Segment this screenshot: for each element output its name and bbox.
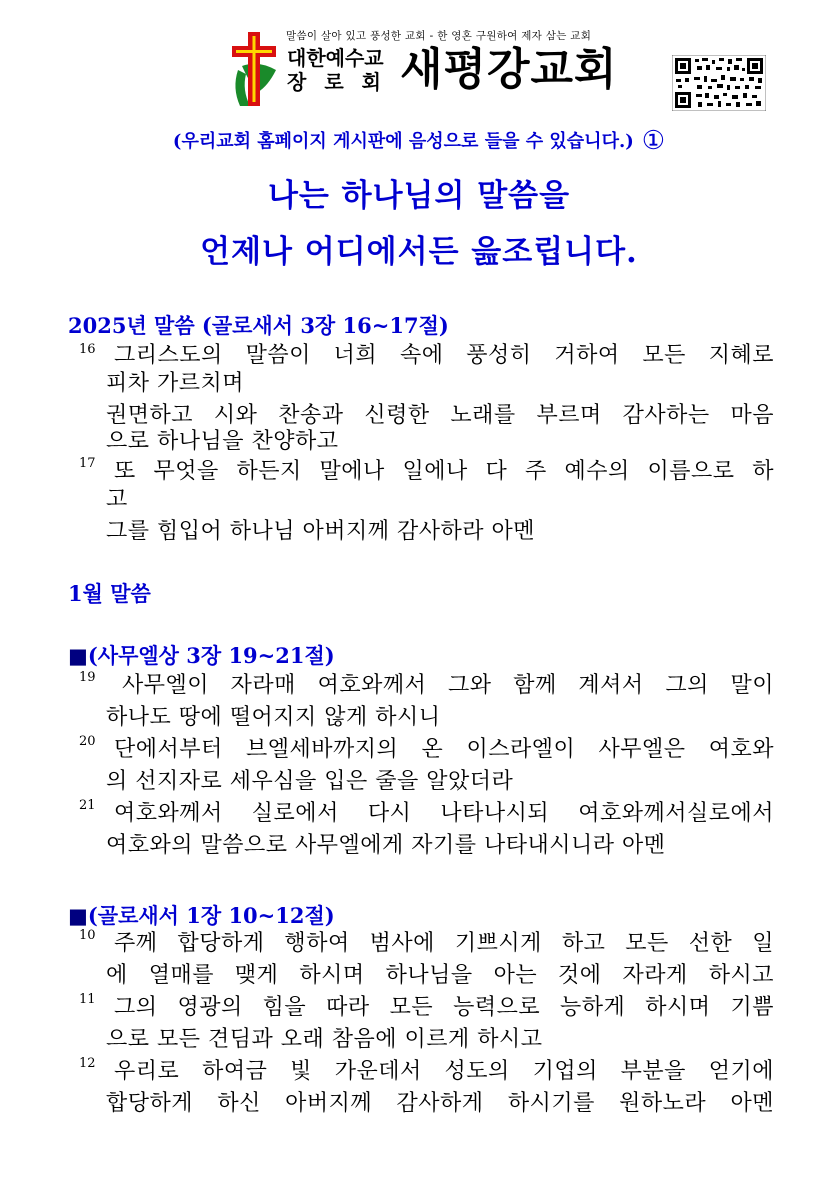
section2-reference: (골로새서 1장 10~12절) — [87, 903, 335, 928]
year-word-title: 2025년 말씀 (골로새서 3장 16~17절) — [68, 313, 449, 338]
verse-number: 10 — [79, 928, 96, 943]
qr-code-icon — [672, 55, 766, 111]
verse-line: 여호와께서 실로에서 다시 나타나시되 여호와께서실로에서 — [114, 801, 774, 826]
section1-title — [68, 640, 335, 670]
verse-line: 의 선지자로 세우심을 입은 줄을 알았더라 — [106, 769, 514, 794]
verse-line: 그의 영광의 힘을 따라 모든 능력으로 능하게 하시며 기쁨 — [114, 995, 774, 1020]
verse-line: 권면하고 시와 찬송과 신령한 노래를 부르며 감사하는 마음 — [106, 403, 774, 428]
headline-line2: 언제나 어디에서든 읊조립니다. — [200, 234, 638, 270]
audio-notice-text: (우리교회 홈페이지 게시판에 음성으로 들을 수 있습니다.) — [172, 131, 634, 152]
verse-number: 12 — [79, 1056, 96, 1071]
verse-line: 하나도 땅에 떨어지지 않게 하시니 — [106, 705, 441, 730]
verse-line: 단에서부터 브엘세바까지의 온 이스라엘이 사무엘은 여호와 — [114, 737, 774, 762]
verse-number: 17 — [79, 456, 96, 471]
page-header — [0, 0, 838, 125]
section1-reference: (사무엘상 3장 19~21절) — [87, 643, 335, 668]
verse-line: 여호와의 말씀으로 사무엘에게 자기를 나타내시니라 아멘 — [106, 833, 666, 858]
verse-number: 11 — [79, 992, 96, 1007]
verse-number: 20 — [79, 734, 96, 749]
headline-line1: 나는 하나님의 말씀을 — [267, 178, 571, 214]
denomination-line2: 장로회 — [287, 70, 399, 94]
verse-line: 고 — [106, 487, 128, 512]
verse-line: 그를 힘입어 하나님 아버지께 감사하라 아멘 — [106, 519, 536, 544]
verse-number: 21 — [79, 798, 96, 813]
verse-line: 사무엘이 자라매 여호와께서 그와 함께 계셔서 그의 말이 — [122, 673, 774, 698]
verse-line: 그리스도의 말씀이 너희 속에 풍성히 거하여 모든 지혜로 — [114, 343, 774, 368]
section-marker: ■ — [68, 643, 88, 668]
section2-title — [68, 900, 335, 930]
verse-line: 우리로 하여금 빛 가운데서 성도의 기업의 부분을 얻기에 — [114, 1059, 774, 1084]
audio-notice — [0, 126, 838, 156]
verse-number: 19 — [79, 670, 96, 685]
verse-line: 피차 가르치며 — [106, 371, 245, 396]
verse-number: 16 — [79, 342, 96, 357]
verse-line: 또 무엇을 하든지 말에나 일에나 다 주 예수의 이름으로 하 — [114, 459, 774, 484]
section-marker: ■ — [68, 903, 88, 928]
denomination-line1: 대한예수교 — [287, 46, 384, 70]
church-name: 새평강교회 — [400, 44, 618, 95]
verse-line: 에 열매를 맺게 하시며 하나님을 아는 것에 자라게 하시고 — [106, 963, 774, 988]
month-word-title: 1월 말씀 — [68, 581, 151, 606]
church-slogan: 말씀이 살아 있고 풍성한 교회 - 한 영혼 구원하여 제자 삼는 교회 — [286, 30, 592, 42]
verse-line: 주께 합당하게 행하여 범사에 기쁘시게 하고 모든 선한 일 — [114, 931, 774, 956]
verse-line: 합당하게 하신 아버지께 감사하게 하시기를 원하노라 아멘 — [106, 1091, 774, 1116]
verse-line: 으로 하나님을 찬양하고 — [106, 429, 339, 454]
page-number-circle: ① — [641, 126, 666, 156]
verse-line: 으로 모든 견딤과 오래 참음에 이르게 하시고 — [106, 1027, 543, 1052]
cross-logo-icon — [228, 30, 284, 108]
